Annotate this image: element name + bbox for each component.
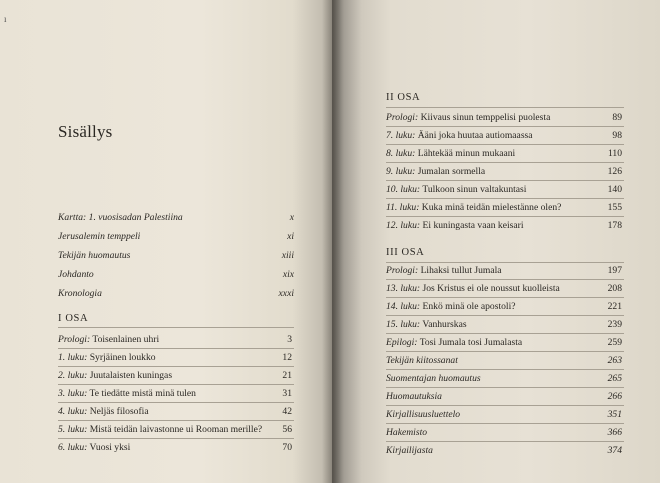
toc-page-number: 89 — [612, 112, 622, 123]
toc-front-row — [58, 228, 294, 246]
toc-label: Kirjallisuusluettelo — [386, 409, 461, 420]
toc-label: Tekijän huomautus — [58, 250, 131, 261]
toc-row — [58, 367, 292, 385]
toc-back-row — [386, 424, 622, 442]
toc-label — [386, 298, 516, 316]
toc-label: Johdanto — [58, 269, 94, 280]
section-divider — [386, 107, 624, 108]
toc-label — [386, 316, 467, 334]
toc-back-row — [386, 370, 622, 388]
toc-front-row — [58, 209, 294, 227]
toc-row — [386, 262, 622, 280]
toc-title: Lähtekää minun mukaani — [417, 148, 516, 159]
toc-row — [58, 385, 292, 403]
toc-front-row — [58, 247, 294, 265]
toc-page-number: 3 — [287, 334, 292, 345]
toc-title: Tulkoon sinun valtakuntasi — [422, 184, 527, 195]
toc-label: Huomautuksia — [386, 391, 442, 402]
toc-prefix: 12. luku: — [386, 220, 421, 231]
toc-page-number: xiii — [281, 250, 294, 261]
toc-page-number: 126 — [607, 166, 622, 177]
toc-label: Jerusalemin temppeli — [58, 231, 141, 242]
toc-page-number: 265 — [607, 373, 622, 384]
toc-title: Ääni joka huutaa autiomaassa — [417, 130, 533, 141]
toc-row — [58, 421, 292, 439]
toc-row — [386, 298, 622, 316]
toc-title: Kuka minä teidän mielestänne olen? — [421, 202, 562, 213]
toc-row — [386, 163, 622, 181]
toc-prefix: 1. luku: — [58, 352, 88, 363]
toc-label — [386, 334, 522, 352]
toc-prefix: Prologi: — [58, 334, 91, 345]
toc-row — [58, 439, 292, 457]
toc-page-number: x — [289, 212, 294, 223]
toc-page-number: 259 — [607, 337, 622, 348]
toc-label — [58, 421, 262, 439]
toc-page-number: 70 — [282, 442, 292, 453]
toc-title: Neljäs filosofia — [89, 406, 149, 417]
toc-page-number: 208 — [607, 283, 622, 294]
section-divider — [58, 327, 294, 328]
toc-row — [386, 280, 622, 298]
toc-row — [386, 181, 622, 199]
toc-row — [58, 349, 292, 367]
toc-page-number: 110 — [607, 148, 622, 159]
toc-prefix: 2. luku: — [58, 370, 88, 381]
toc-prefix: 7. luku: — [386, 130, 416, 141]
toc-page-number: 239 — [607, 319, 622, 330]
toc-prefix: Prologi: — [386, 265, 419, 276]
toc-label — [58, 367, 172, 385]
toc-title: Vanhurskas — [422, 319, 467, 330]
toc-prefix: 13. luku: — [386, 283, 421, 294]
toc-label — [58, 331, 159, 349]
toc-title: Ei kuningasta vaan keisari — [422, 220, 524, 231]
toc-page-number: 140 — [607, 184, 622, 195]
toc-label: Suomentajan huomautus — [386, 373, 481, 384]
toc-title: Jumalan sormella — [417, 166, 486, 177]
toc-label — [386, 199, 561, 217]
toc-prefix: Prologi: — [386, 112, 419, 123]
toc-label — [386, 181, 526, 199]
toc-page-number: 221 — [607, 301, 622, 312]
toc-prefix: Epilogi: — [386, 337, 418, 348]
toc-row — [386, 145, 622, 163]
toc-title: Toisenlainen uhri — [92, 334, 160, 345]
toc-page-number: 266 — [607, 391, 622, 402]
toc-prefix: 4. luku: — [58, 406, 88, 417]
toc-label — [58, 439, 130, 457]
toc-label — [58, 403, 149, 421]
toc-page-number: 374 — [607, 445, 622, 456]
toc-page-number: 155 — [607, 202, 622, 213]
toc-title: Syrjäinen loukko — [89, 352, 156, 363]
toc-page-number: 351 — [607, 409, 622, 420]
toc-prefix: 3. luku: — [58, 388, 88, 399]
toc-page-number: 42 — [282, 406, 292, 417]
toc-title: Tosi Jumala tosi Jumalasta — [419, 337, 523, 348]
toc-row — [386, 316, 622, 334]
part-heading: III OSA — [386, 247, 425, 258]
toc-prefix: 15. luku: — [386, 319, 421, 330]
part-heading: II OSA — [386, 92, 421, 103]
corner-mark: ı — [4, 14, 7, 24]
toc-page-number: xi — [287, 231, 294, 242]
toc-label: Tekijän kiitossanat — [386, 355, 458, 366]
toc-row — [386, 109, 622, 127]
toc-label — [386, 127, 533, 145]
toc-row — [386, 199, 622, 217]
toc-row — [58, 403, 292, 421]
toc-title: Lihaksi tullut Jumala — [420, 265, 502, 276]
toc-title: Kiivaus sinun temppelisi puolesta — [420, 112, 551, 123]
toc-label — [58, 385, 196, 403]
toc-page-number: 31 — [282, 388, 292, 399]
toc-back-row — [386, 442, 622, 460]
page-title: Sisällys — [58, 122, 113, 141]
toc-back-row — [386, 406, 622, 424]
toc-label — [386, 280, 560, 298]
toc-page-number: xxxi — [278, 288, 294, 299]
toc-title: Te tiedätte mistä minä tulen — [89, 388, 196, 399]
toc-page-number: 21 — [282, 370, 292, 381]
toc-title: Enkö minä ole apostoli? — [422, 301, 516, 312]
toc-title: Juutalaisten kuningas — [89, 370, 173, 381]
part-heading: I OSA — [58, 313, 89, 324]
toc-page-number: 197 — [607, 265, 622, 276]
toc-label — [58, 349, 156, 367]
toc-page-number: 12 — [282, 352, 292, 363]
toc-page-number: 178 — [607, 220, 622, 231]
toc-page-number: 98 — [612, 130, 622, 141]
toc-label — [386, 145, 515, 163]
toc-prefix: 14. luku: — [386, 301, 421, 312]
toc-label: Kronologia — [58, 288, 102, 299]
toc-page-number: 56 — [282, 424, 292, 435]
toc-back-row — [386, 352, 622, 370]
toc-label — [386, 217, 523, 235]
toc-label — [386, 262, 502, 280]
toc-title: Jos Kristus ei ole noussut kuolleista — [422, 283, 560, 294]
book-gutter — [322, 0, 344, 483]
toc-back-row — [386, 388, 622, 406]
toc-front-row — [58, 266, 294, 284]
toc-prefix: 5. luku: — [58, 424, 88, 435]
toc-prefix: 10. luku: — [386, 184, 421, 195]
toc-row — [386, 217, 622, 235]
toc-title: Vuosi yksi — [89, 442, 131, 453]
toc-row — [386, 334, 622, 352]
toc-prefix: 8. luku: — [386, 148, 416, 159]
toc-row — [58, 331, 292, 349]
toc-prefix: 11. luku: — [386, 202, 420, 213]
toc-row — [386, 127, 622, 145]
toc-label: Kartta: 1. vuosisadan Palestiina — [58, 212, 183, 223]
toc-prefix: 9. luku: — [386, 166, 416, 177]
toc-label: Kirjailijasta — [386, 445, 433, 456]
toc-label — [386, 163, 485, 181]
toc-page-number: xix — [282, 269, 294, 280]
toc-prefix: 6. luku: — [58, 442, 88, 453]
toc-page-number: 263 — [607, 355, 622, 366]
toc-title: Mistä teidän laivastonne ui Rooman merille? — [89, 424, 263, 435]
toc-label: Hakemisto — [386, 427, 428, 438]
toc-page-number: 366 — [607, 427, 622, 438]
toc-label — [386, 109, 550, 127]
toc-front-row — [58, 285, 294, 303]
